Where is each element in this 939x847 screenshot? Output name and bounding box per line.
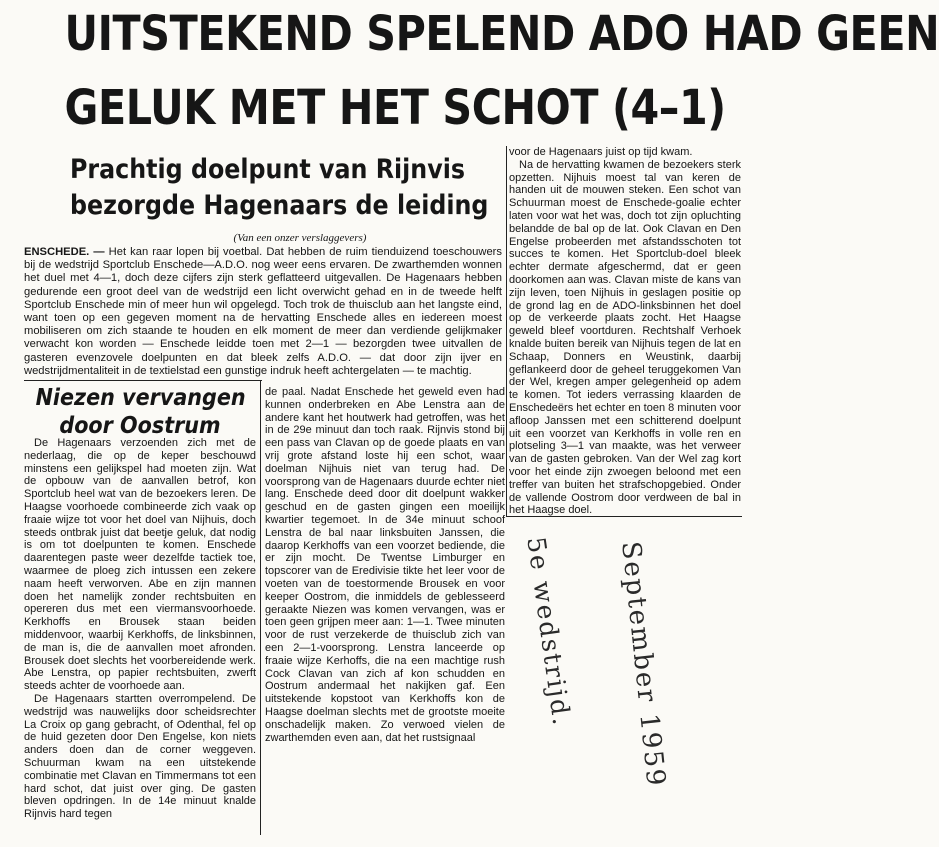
lead-text: Het kan raar lopen bij voetbal. Dat hebben de ruim tienduizend toeschouwers bij de wedstrijd Sportclub Enschede—A.D.O. nog weer eens ervaren. De zwarthemden wonnen het duel met 4—1, doch deze cijfers zijn sterk geflatteerd uitgevallen. De Hagenaars hebben gedurende een groot deel van de wedstrijd een licht overwicht gehad en in de tweede helft Sportclub Enschede min of meer hun wil opgelegd. Toch trok de thuisclub aan het langste eind, want toen op een gegeven moment na de hervatting Enschede alles en iedereen moest mobiliseren om zich staande te houden en elk moment de meer dan verdiende gelijkmaker verwacht kon worden — Enschede leidde toen met 2—1 — bezorgden twee uitvallen de gasteren evenzovele doelpunten en dat bleek zelfs A.D.O. — dat door zijn ijver en wedstrijdmentaliteit in de textielstad een gunstige indruk heeft achtergelaten — te machtig.	[24, 246, 502, 377]
column-a-paragraph: De Hagenaars verzoenden zich met de nederlaag, die op de keper beschouwd minstens een gelijkspel had moeten zijn. Wat de opbouw van de aanvallen betrof, kon Sportclub heel wat van de bezoekers leren. De Haagse voorhoede combineerde zich vaak op fraaie wijze tot voor het doel van Nijhuis, doch steeds ontbrak juist dat beetje geluk, dat nodig is om tot doelpunten te komen. Enschede daarentegen paste weer dezelfde tactiek toe, waarmee de ploeg zich intussen een zekere naam heeft verworven. Abe en zijn mannen doen het namelijk zonder rechtsbuiten en opereren dus met een viermansvoorhoede. Kerkhoffs en Brousek staan beiden middenvoor, waarbij Kerkhoffs, de linksbinnen, de man is, die de aanvallen moet afronden. Brousek doet slechts het voorbereidende werk. Abe Lenstra, op papier rechtsbuiten, zwerft steeds achter de voorhoede aan.	[24, 437, 256, 693]
subheadline-line-1: Prachtig doelpunt van Rijnvis	[70, 154, 465, 185]
article-column-c	[509, 146, 741, 517]
intertitle-line-2: door Oostrum	[59, 413, 221, 439]
subheadline-line-2: bezorgde Hagenaars de leiding	[70, 190, 489, 221]
handwritten-note-date: September 1959	[615, 540, 671, 790]
article-column-a	[24, 437, 256, 835]
column-b-paragraph: de paal. Nadat Enschede het geweld even had kunnen onderbreken en Abe Lenstra aan de andere kant het houtwerk had getroffen, was het in de 29e minuut dan toch raak. Rijnvis stond bij een pass van Clavan op de goede plaats en van vrij grote afstand loste hij een schot, waar doelman Nijhuis niet van terug had. De voorsprong van de Hagenaars duurde echter niet lang. Enschede deed door dit doelpunt wakker geschud en de gasten gingen een moeilijk kwartier tegemoet. In de 34e minuut schoof Lenstra de bal naar linksbuiten Janssen, die daarop Kerkhoffs van een voorzet bediende, die er zijn mocht. De Twentse Limburger en topscorer van de Eredivisie tikte het leer voor de voeten van de toestormende Brousek en voor keeper Oostrom, die inmiddels de geblesseerd geraakte Niezen was komen vervangen, was er toen geen grijpen meer aan: 1—1. Twee minuten voor de rust verzekerde de thuisclub zich van een 2—1-voorsprong. Lenstra lanceerde op fraaie wijze Kerhoffs, die na een machtige rush Cock Clavan van zich af kon schudden en Oostrum andermaal het nakijken gaf. Een uitstekende kopstoot van Kerkhoffs kon de Haagse doelman slechts met de grootste moeite onschadelijk maken. Zo verwoed vielen de zwarthemden even aan, dat het rustsignaal	[265, 386, 505, 744]
handwritten-note-match: 5e wedstrijd.	[521, 535, 577, 729]
byline: (Van een onzer verslaggevers)	[233, 232, 367, 244]
column-c-paragraph: voor de Hagenaars juist op tijd kwam.	[509, 146, 693, 158]
column-divider-right	[506, 146, 507, 516]
intertitle-line-1: Niezen vervangen	[35, 385, 246, 411]
headline-line-2: GELUK MET HET SCHOT (4–1)	[64, 80, 726, 136]
lead-bottom-rule	[24, 380, 262, 381]
lead-paragraph	[24, 246, 502, 376]
article-column-b	[265, 386, 505, 782]
column-divider-left	[260, 380, 261, 835]
column-a-paragraph: De Hagenaars startten overrompelend. De wedstrijd was nauwelijks door scheidsrechter La Croix op gang gebracht, of Odenthal, fel op de huid gezeten door Den Engelse, kon niets anders doen dan de corner weggeven. Schuurman kwam na een uitstekende combinatie met Clavan en Timmermans tot een hard schot, dat juist over ging. De gasten bleven opdringen. In de 14e minuut knalde Rijnvis hard tegen	[24, 692, 256, 821]
dateline: ENSCHEDE. —	[24, 246, 105, 258]
column-c-paragraph: Na de hervatting kwamen de bezoekers sterk opzetten. Nijhuis moest tal van keren de handen uit de mouwen steken. Een schot van Schuurman moest de Enschede-goalie echter laten voor wat het was, doch tot zijn opluchting belandde de bal op de lat. Ook Clavan en Den Engelse probeerden met afstandsschoten tot succes te komen. Het Sportclub-doel bleek echter dermate afgeschermd, dat er geen doorkomen aan was. Clavan miste de kans van zijn leven, toen Nijhuis in geslagen positie op de grond lag en de ADO-linksbinnen het doel op de verkeerde plaats zocht. Het Haagse geweld bleef voortduren. Rechtshalf Verhoek knalde buiten bereik van Nijhuis tegen de lat en Schaap, Donners en Weustink, daarbij geflankeerd door de geheel teruggekomen Van der Wel, kregen amper gelegenheid op adem te komen. Tot ieders verrassing klaarden de Enschedeërs het echter en toen 8 minuten voor afloop Janssen met een schitterend doelpunt uit een voorzet van Kerkhoffs in volle ren en plotseling 3—1 van maakte, was het verweer van de gasten gebroken. Van der Wel zag kort voor het einde zijn zwoegen beloond met een treffer van buiten het strafschopgebied. Onder de vallende Oostrom door verdween de bal in het Haagse doel.	[509, 158, 741, 517]
headline-line-1: UITSTEKEND SPELEND ADO HAD GEEN	[64, 6, 939, 62]
